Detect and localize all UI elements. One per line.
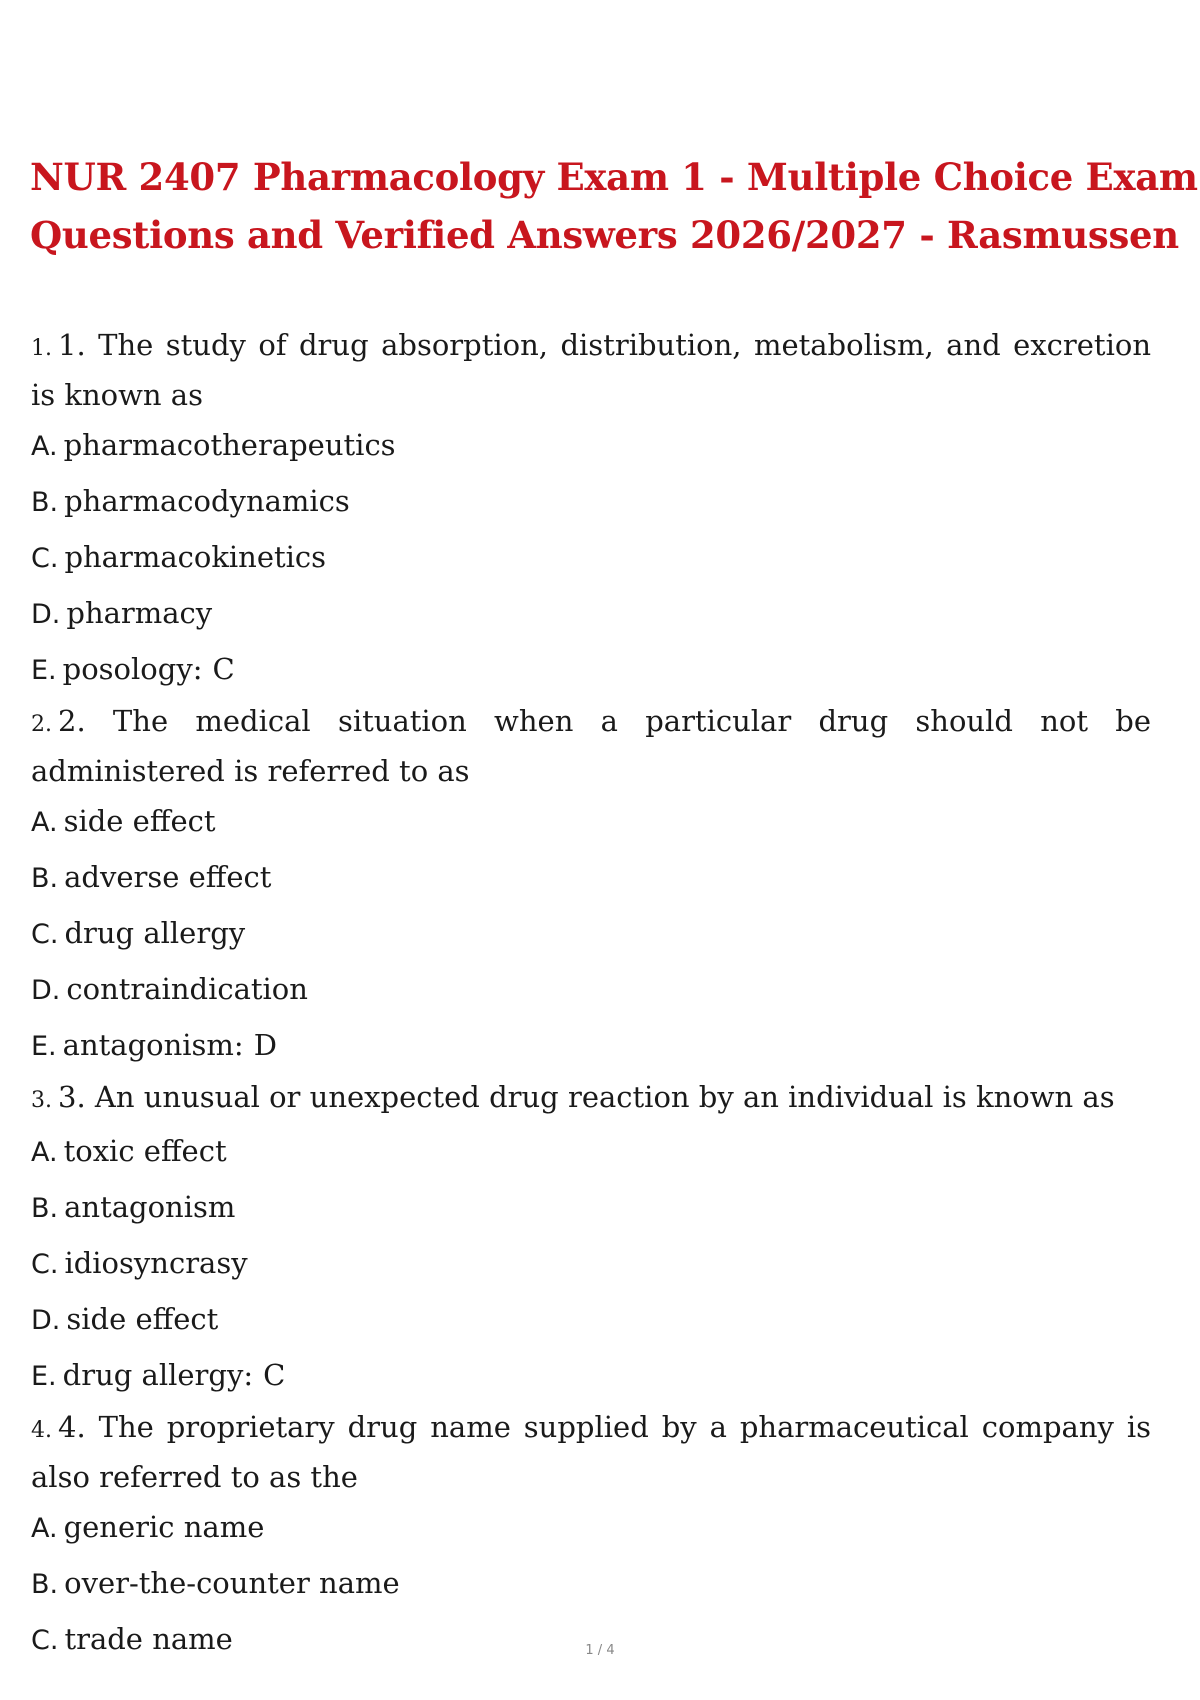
question-list [31,322,1151,1668]
question-block [31,322,1151,698]
answer-option: A. toxic effect [31,1134,227,1168]
answer-option: A. generic name [31,1510,265,1544]
answer-option: C. trade name [31,1622,233,1656]
answer-option: E. drug allergy: C [31,1358,286,1392]
question-number: 1. [31,336,52,361]
answer-option: B. pharmacodynamics [31,484,350,518]
question-text: 1. 1. The study of drug absorption, distribution, metabolism, and excretion is known as [31,328,1151,412]
answer-option: B. over-the-counter name [31,1566,400,1600]
question-number: 2. [31,712,52,737]
question-number: 3. [31,1088,52,1113]
question-text: 4. 4. The proprietary drug name supplied by a pharmaceutical company is also referred to as the [31,1410,1151,1494]
question-block [31,1404,1151,1668]
answer-option: D. pharmacy [31,596,213,630]
title-line-1: NUR 2407 Pharmacology Exam 1 - Multiple Choice Exam [30,155,1198,199]
answer-option: A. side effect [31,804,216,838]
question-text: 3. 3. An unusual or unexpected drug reaction by an individual is known as [31,1080,1115,1114]
answer-option: C. pharmacokinetics [31,540,327,574]
answer-option: E. posology: C [31,652,235,686]
question-block [31,1074,1151,1404]
answer-option: C. drug allergy [31,916,246,950]
question-number: 4. [31,1418,52,1443]
answer-option: A. pharmacotherapeutics [31,428,396,462]
answer-option: E. antagonism: D [31,1028,277,1062]
question-block [31,698,1151,1074]
document-title [30,148,1198,264]
answer-option: B. adverse effect [31,860,272,894]
correct-answer: C [212,652,235,686]
correct-answer: C [263,1358,286,1392]
title-line-2: Questions and Verified Answers 2026/2027 - Rasmussen [30,213,1179,257]
question-text: 2. 2. The medical situation when a particular drug should not be administered is referred to as [31,704,1151,788]
answer-option: D. side effect [31,1302,219,1336]
correct-answer: D [253,1028,277,1062]
answer-option: B. antagonism [31,1190,236,1224]
answer-option: C. idiosyncrasy [31,1246,248,1280]
answer-option: D. contraindication [31,972,308,1006]
page-indicator: 1 / 4 [585,1643,615,1658]
